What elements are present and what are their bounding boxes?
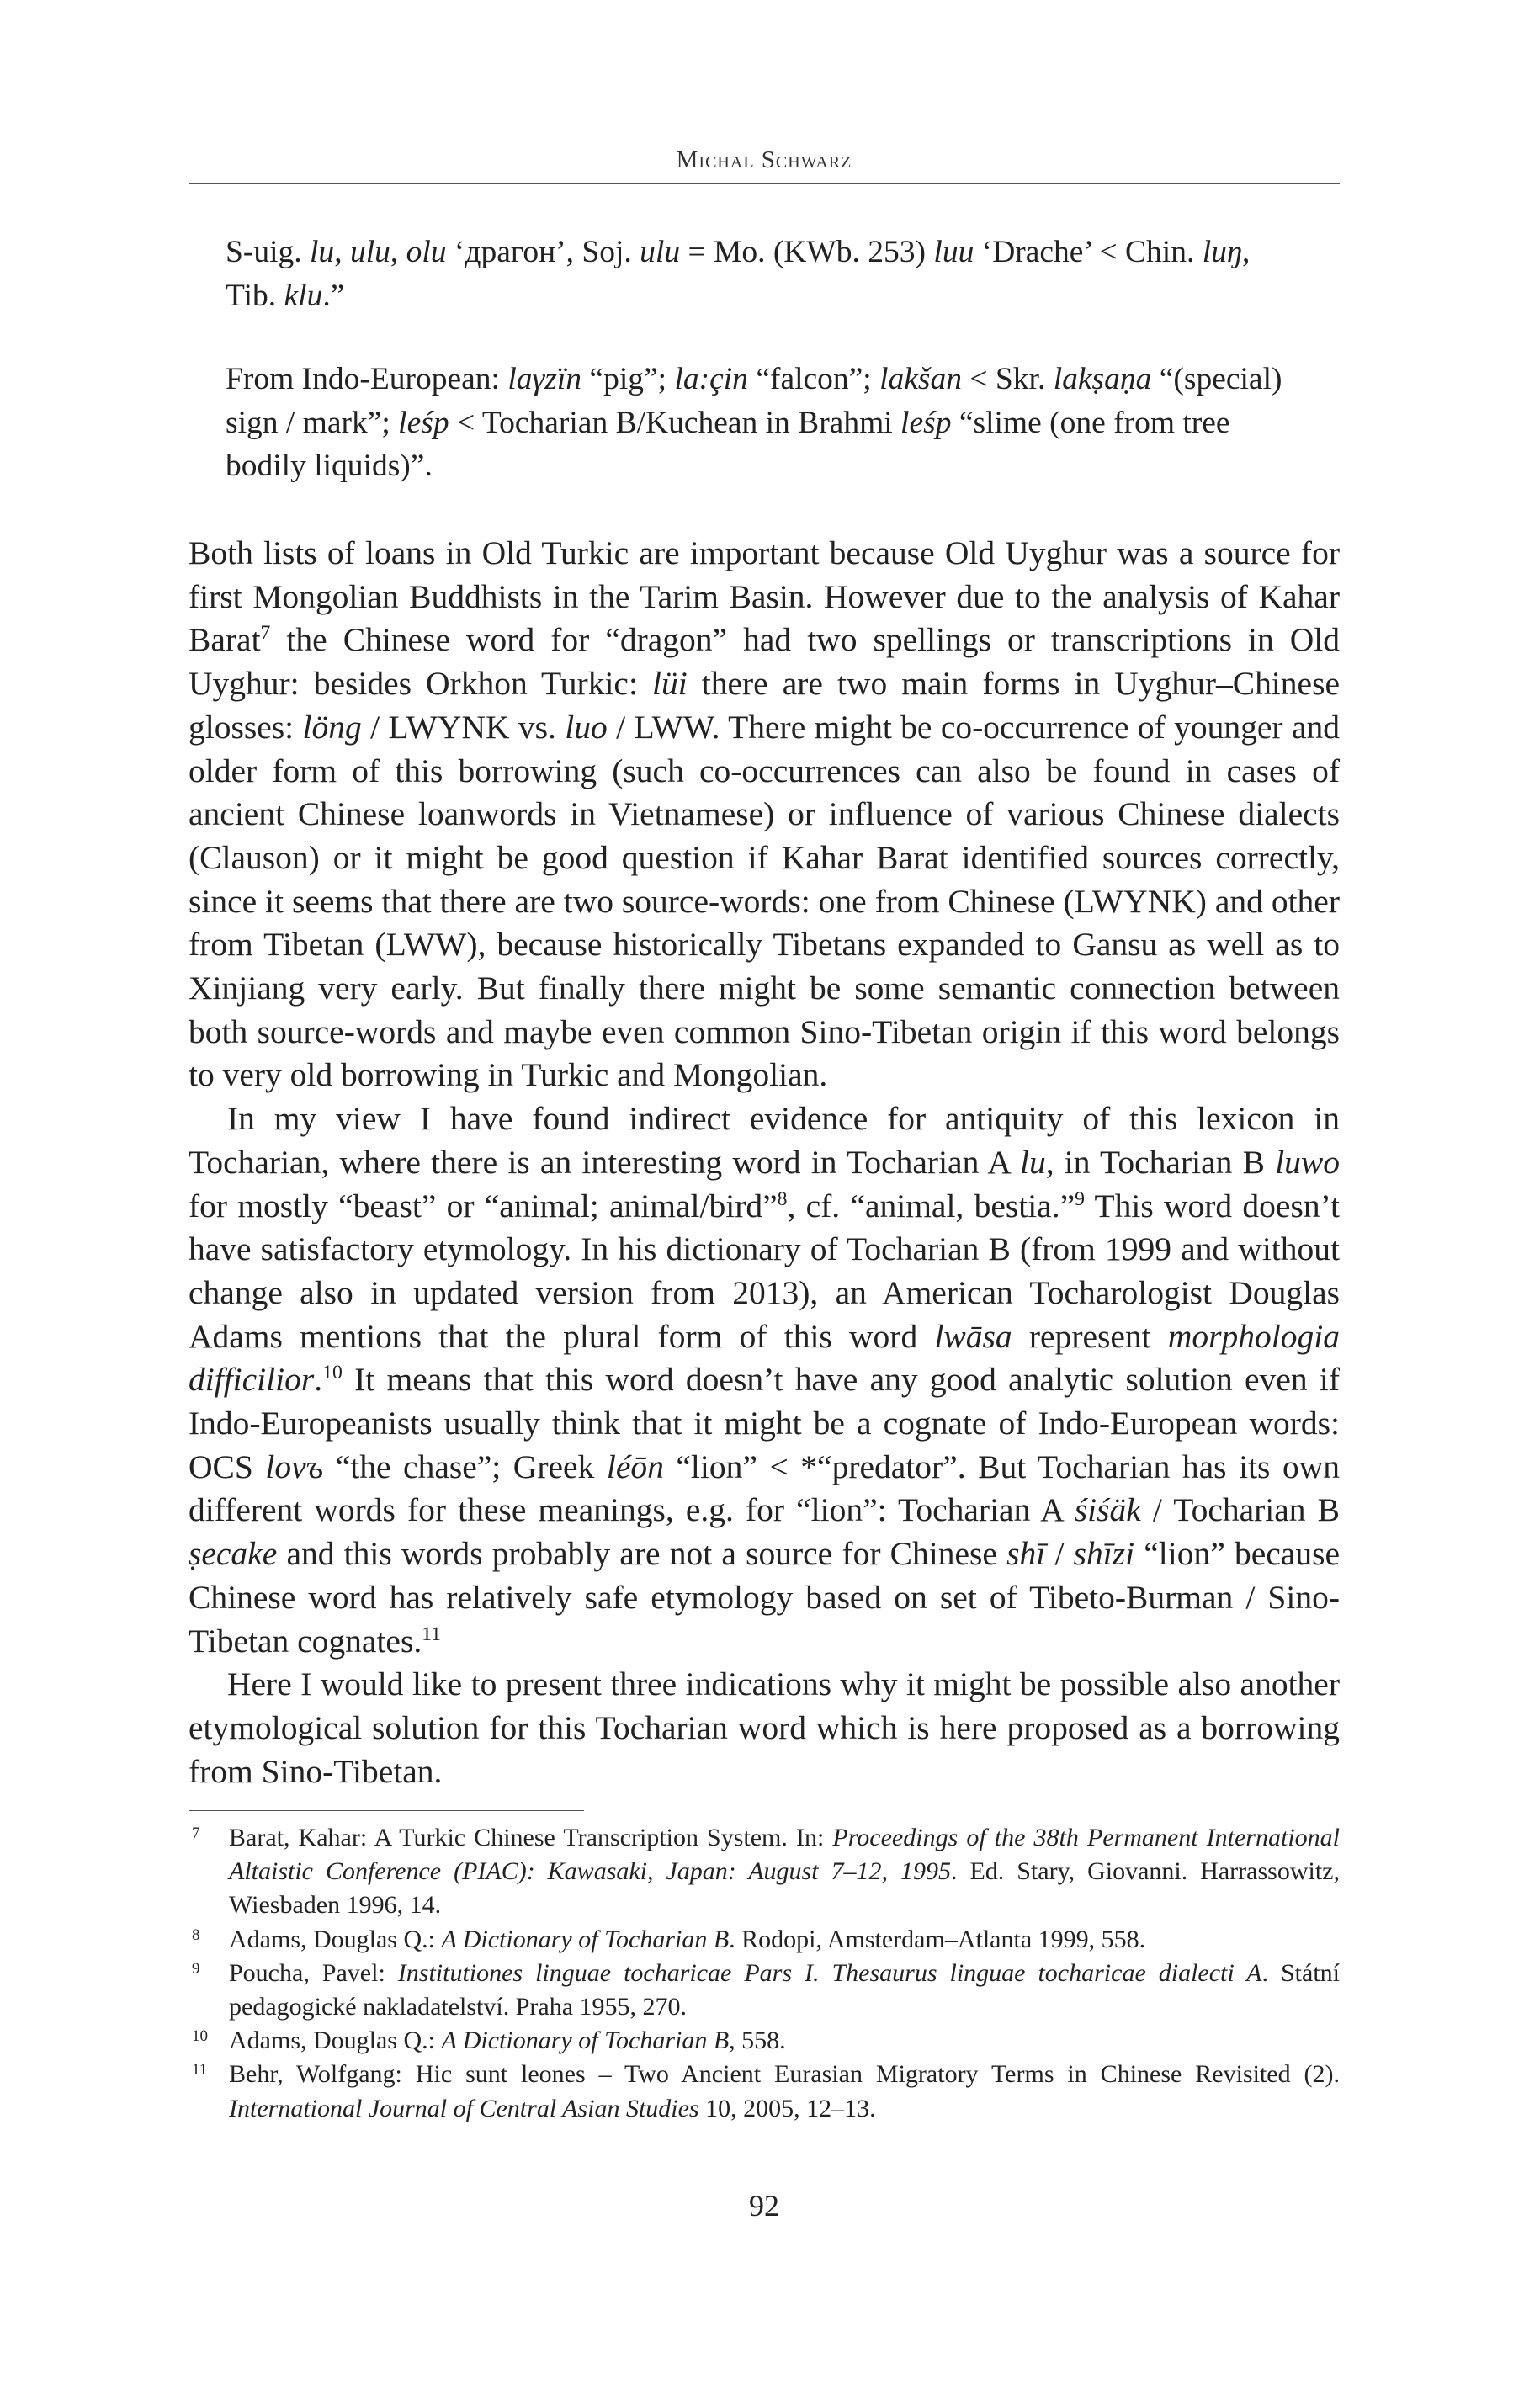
quote-turkic-dragon: S-uig. lu, ulu, olu ‘драгон’, Soj. ulu = Mo. (KWb. 253) luu ‘Drache’ < Chin. luŋ, Tib. klu.” <box>226 235 1251 313</box>
footnote <box>189 2058 1340 2125</box>
paragraph: Both lists of loans in Old Turkic are important because Old Uyghur was a source for first Mongolian Buddhists in the Tarim Basin. However due to the analysis of Kahar Barat$^7$ the Chinese word for “dragon” had two spellings or transcriptions in Old Uyghur: besides Orkhon Turkic: lüi there are two main forms in Uyghur–Chinese glosses: löng / LWYNK vs. luo / LWW. There might be co-occurrence of younger and older form of this borrowing (such co-occurrences can also be found in cases of ancient Chinese loanwords in Vietnamese) or influence of various Chinese dialects (Clauson) or it might be good question if Kahar Barat identified sources correctly, since it seems that there are two source-words: one from Chinese (LWYNK) and other from Tibetan (LWW), because historically Tibetans expanded to Gansu as well as to Xinjiang very early. But finally there might be some semantic connection between both source-words and maybe even common Sino-Tibetan origin if this word belongs to very old borrowing in Turkic and Mongolian. <box>189 534 1340 1094</box>
footnote-text: Barat, Kahar: A Turkic Chinese Transcription System. In: Proceedings of the 38th Permanent International Altaistic Conference (PIAC): Kawasaki, Japan: August 7–12, 1995. Ed. Stary, Giovanni. Harrassowitz, Wiesbaden 1996, 14. <box>229 1824 1340 1920</box>
footnote-separator <box>189 1810 584 1811</box>
footnote-text: Poucha, Pavel: Institutiones linguae tocharicae Pars I. Thesaurus linguae tocharicae dialecti A. Státní pedagogické nakladatelství. Praha 1955, 270. <box>229 1958 1340 2021</box>
footnote <box>189 1923 1340 1957</box>
running-header: Michal Schwarz <box>676 146 852 173</box>
footnotes <box>189 1821 1340 2126</box>
paragraph: Here I would like to present three indications why it might be possible also another etymological solution for this Tocharian word which is here proposed as a borrowing from Sino-Tibetan. <box>189 1665 1340 1790</box>
footnote-number: 10 <box>192 2027 208 2046</box>
footnote-text: Adams, Douglas Q.: A Dictionary of Tocharian B, 558. <box>229 2026 786 2055</box>
footnote <box>189 1821 1340 1923</box>
footnote-number: 11 <box>192 2061 208 2080</box>
header-rule <box>189 183 1340 184</box>
page-number: 92 <box>749 2189 779 2223</box>
footnote-text: Behr, Wolfgang: Hic sunt leones – Two Ancient Eurasian Migratory Terms in Chinese Revisited (2). International Journal of Central Asian Studies 10, 2005, 12–13. <box>229 2060 1340 2122</box>
main-text <box>189 532 1340 1793</box>
quote-indo-european: From Indo-European: laγzïn “pig”; la:çin “falcon”; lakšan < Skr. lakṣaṇa “(special) sign / mark”; leśp < Tocharian B/Kuchean in Brahmi leśp “slime (one from tree bodily liquids)”. <box>226 362 1282 483</box>
footnote <box>189 1957 1340 2024</box>
footnote-number: 9 <box>192 1959 200 1978</box>
footnote-number: 8 <box>192 1926 200 1944</box>
footnote-number: 7 <box>192 1825 200 1842</box>
footnote-text: Adams, Douglas Q.: A Dictionary of Tocharian B. Rodopi, Amsterdam–Atlanta 1999, 558. <box>229 1925 1146 1953</box>
paragraph: In my view I have found indirect evidence for antiquity of this lexicon in Tocharian, where there is an interesting word in Tocharian A lu, in Tocharian B luwo for mostly “beast” or “animal; animal/bird”$^8$, cf. “animal, bestia.”$^9$ This word doesn’t have satisfactory etymology. In his dictionary of Tocharian B (from 1999 and without change also in updated version from 2013), an American Tocharologist Douglas Adams mentions that the plural form of this word lwāsa represent morphologia difficilior.$^{10}$ It means that this word doesn’t have any good analytic solution even if Indo-Europeanists usually think that it might be a cognate of Indo-European words: OCS lovъ “the chase”; Greek léōn “lion” < *“predator”. But Tocharian has its own different words for these meanings, e.g. for “lion”: Tocharian A śiśäk / Tocharian B ṣecake and this words probably are not a source for Chinese shī / shīzi “lion” because Chinese word has relatively safe etymology based on set of Tibeto-Burman / Sino-Tibetan cognates.$^{11}$ <box>189 1100 1341 1660</box>
footnote <box>189 2024 1340 2058</box>
